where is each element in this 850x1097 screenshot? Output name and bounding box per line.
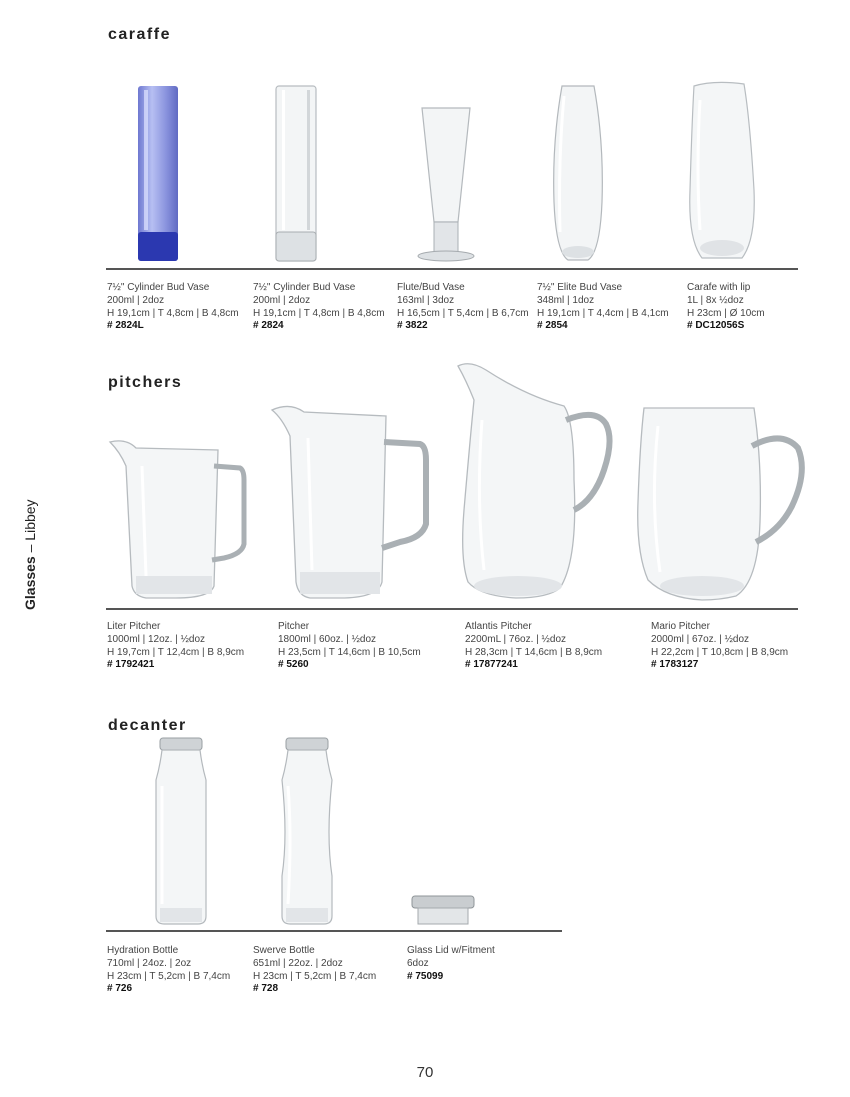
blue-cylinder-vase-image [130,82,186,264]
hydration-bottle-image [150,736,212,928]
product-capacity: 710ml | 24oz. | 2oz [107,957,192,969]
sidebar-label [22,499,38,610]
product-name: Glass Lid w/Fitment [407,945,495,956]
product-capacity: 1800ml | 60oz. | ½doz [278,633,377,645]
product-dimensions: H 19,1cm | T 4,8cm | B 4,8cm [107,307,239,319]
sidebar-brand: Libbey [22,499,38,541]
product-name: 7½" Cylinder Bud Vase [107,282,210,293]
product-code: # 1792421 [107,659,155,671]
product-dimensions: H 19,7cm | T 12,4cm | B 8,9cm [107,646,245,658]
product-card [107,945,257,996]
divider-decanter [106,930,562,932]
sidebar-category: Glasses [22,556,38,610]
product-card [278,621,428,672]
product-name: Swerve Bottle [253,945,315,956]
product-dimensions: H 23,5cm | T 14,6cm | B 10,5cm [278,646,421,658]
elite-bud-vase-image [548,82,608,264]
product-code: # 5260 [278,659,309,671]
product-card [107,621,257,672]
product-dimensions: H 28,3cm | T 14,6cm | B 8,9cm [465,646,603,658]
product-name: 7½" Elite Bud Vase [537,282,623,293]
product-capacity: 348ml | 1doz [537,294,595,306]
product-capacity: 200ml | 2doz [253,294,311,306]
product-code: # DC12056S [687,320,745,332]
product-dimensions: H 23cm | T 5,2cm | B 7,4cm [253,970,377,982]
liter-pitcher-image [106,436,248,602]
product-dimensions: H 16,5cm | T 5,4cm | B 6,7cm [397,307,529,319]
product-card [687,282,837,333]
product-capacity: 2000ml | 67oz. | ½doz [651,633,750,645]
flute-vase-image [414,104,478,264]
product-code: # 2854 [537,320,568,332]
product-name: Mario Pitcher [651,621,710,632]
product-card [465,621,615,672]
product-capacity: 1L | 8x ½doz [687,294,744,306]
divider-caraffe [106,268,798,270]
product-code: # 1783127 [651,659,699,671]
product-code: # 75099 [407,970,444,982]
product-code: # 2824L [107,320,144,332]
mario-pitcher-image [636,402,808,602]
product-name: Atlantis Pitcher [465,621,532,632]
product-card [253,945,403,996]
divider-pitchers [106,608,798,610]
product-code: # 728 [253,983,279,995]
product-name: Carafe with lip [687,282,751,293]
pitcher-image [270,402,432,602]
swerve-bottle-image [276,736,338,928]
product-capacity: 163ml | 3doz [397,294,455,306]
product-card [407,945,557,983]
product-name: Hydration Bottle [107,945,179,956]
product-dimensions: H 22,2cm | T 10,8cm | B 8,9cm [651,646,789,658]
section-title-pitchers: pitchers [108,374,183,391]
glass-lid-image [408,892,478,928]
product-card [537,282,687,333]
section-title-decanter: decanter [108,717,187,734]
sidebar-separator: – [22,544,38,553]
product-dimensions: H 19,1cm | T 4,8cm | B 4,8cm [253,307,385,319]
product-dimensions: H 23cm | Ø 10cm [687,307,765,319]
product-capacity: 2200mL | 76oz. | ½doz [465,633,567,645]
product-name: Flute/Bud Vase [397,282,465,293]
product-card [397,282,547,333]
product-card [107,282,257,333]
product-card [651,621,801,672]
product-card [253,282,403,333]
page-number: 70 [416,1064,434,1081]
product-capacity: 200ml | 2doz [107,294,165,306]
atlantis-pitcher-image [456,360,614,602]
product-name: Pitcher [278,621,310,632]
carafe-with-lip-image [684,80,760,264]
product-code: # 17877241 [465,659,518,671]
product-dimensions: H 19,1cm | T 4,4cm | B 4,1cm [537,307,669,319]
product-code: # 2824 [253,320,284,332]
section-title-caraffe: caraffe [108,26,171,43]
product-code: # 3822 [397,320,428,332]
product-capacity: 651ml | 22oz. | 2doz [253,957,343,969]
product-code: # 726 [107,983,133,995]
product-dimensions: H 23cm | T 5,2cm | B 7,4cm [107,970,231,982]
product-capacity: 6doz [407,957,429,969]
clear-cylinder-vase-image [268,82,324,264]
product-capacity: 1000ml | 12oz. | ½doz [107,633,206,645]
product-name: Liter Pitcher [107,621,161,632]
product-name: 7½" Cylinder Bud Vase [253,282,356,293]
